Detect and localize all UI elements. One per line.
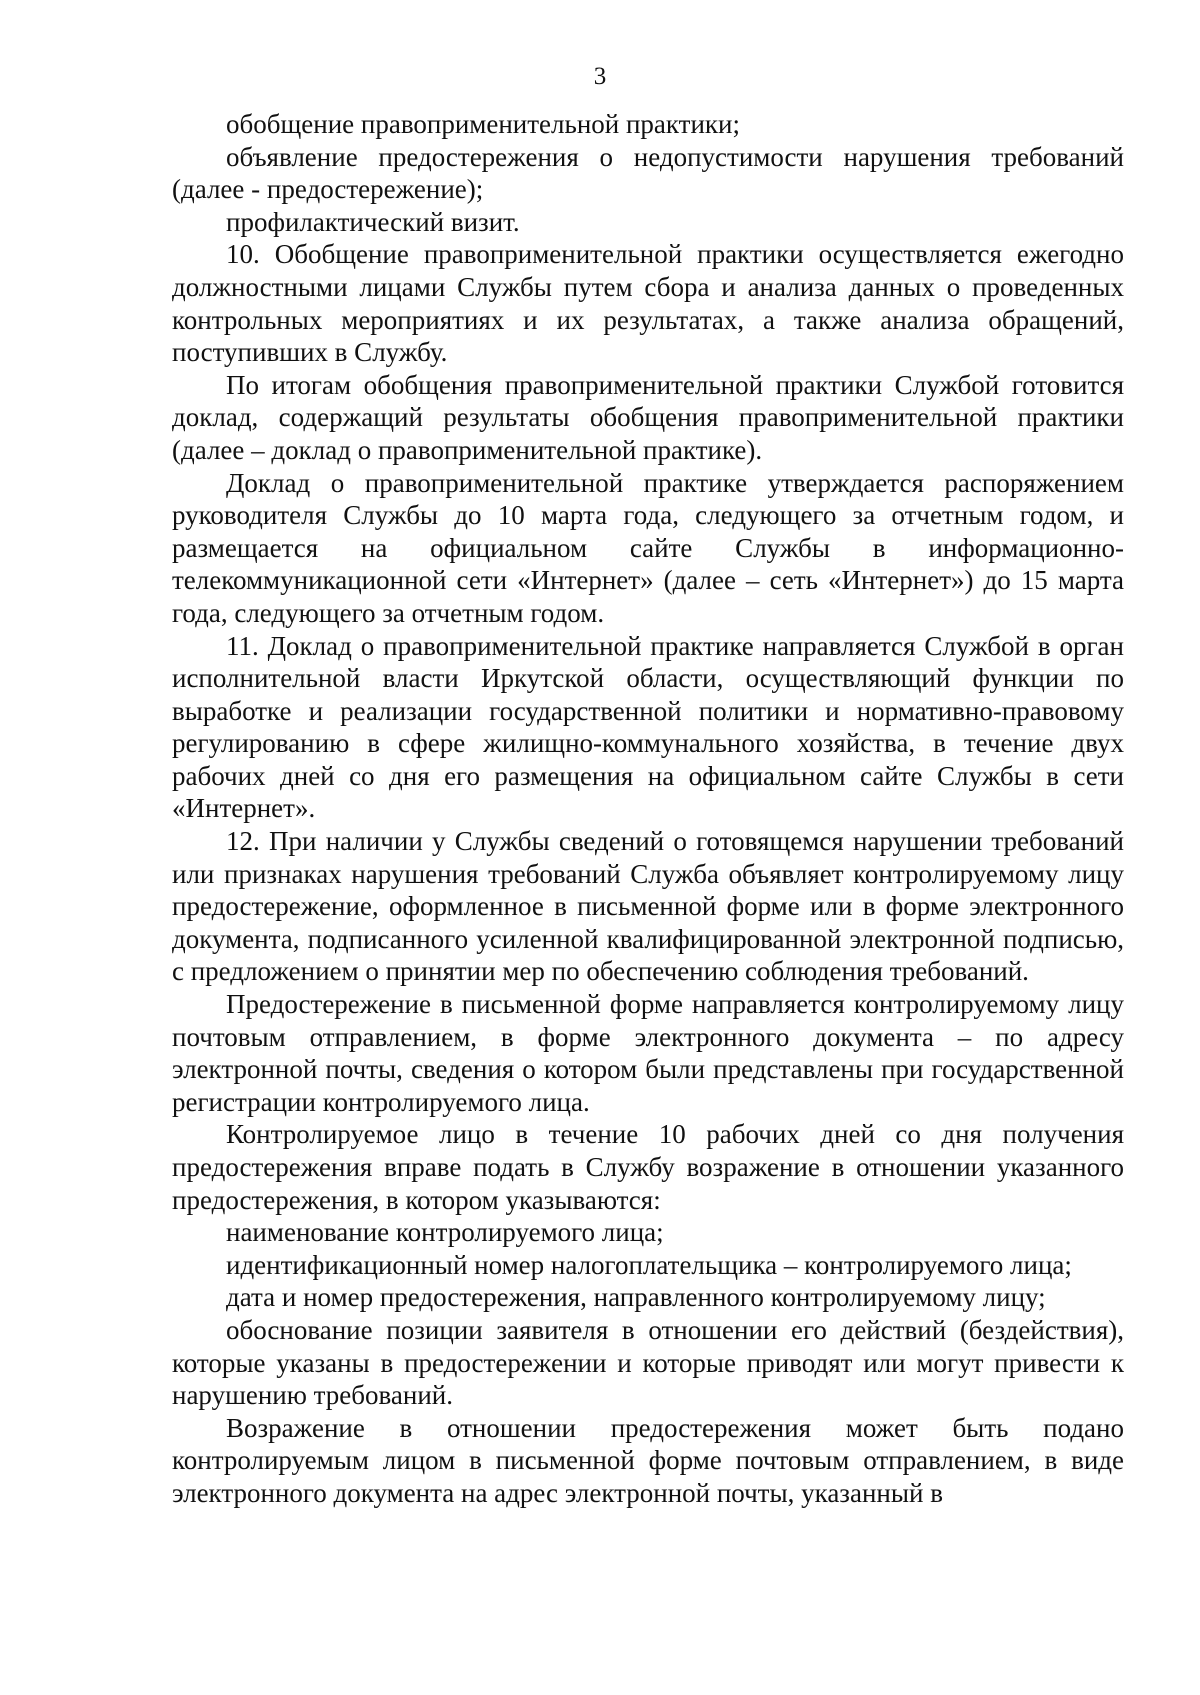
paragraph-13: дата и номер предостережения, направленного контролируемому лицу; [226, 1282, 1046, 1313]
paragraph-4: 10. Обобщение правоприменительной практики осуществляется ежегодно должностными лицами Службы путем сбора и анализа данных о проведенных контрольных мероприятиях и их результатах, а также анализа обращений, поступивших в Службу. [172, 239, 1124, 368]
paragraph-10: Контролируемое лицо в течение 10 рабочих дней со дня получения предостережения вправе подать в Службу возражение в отношении указанного предостережения, в котором указываются: [172, 1119, 1124, 1215]
paragraph-6: Доклад о правоприменительной практике утверждается распоряжением руководителя Службы до 10 марта года, следующего за отчетным годом, и размещается на официальном сайте Службы в информационно-телекоммуникационной сети «Интернет» (далее – сеть «Интернет») до 15 марта года, следующего за отчетным годом. [172, 467, 1124, 628]
page-number: 3 [593, 63, 607, 90]
paragraph-8: 12. При наличии у Службы сведений о готовящемся нарушении требований или признаках нарушения требований Служба объявляет контролируемому лицу предостережение, оформленное в письменной форме или в форме электронного документа, подписанного усиленной квалифицированной электронной подписью, с предложением о принятии мер по обеспечению соблюдения требований. [172, 826, 1124, 987]
paragraph-14: обоснование позиции заявителя в отношении его действий (бездействия), которые указаны в предостережении и которые приводят или могут привести к нарушению требований. [172, 1314, 1124, 1411]
paragraph-9: Предостережение в письменной форме направляется контролируемому лицу почтовым отправлением, в форме электронного документа – по адресу электронной почты, сведения о котором были представлены при государственной регистрации контролируемого лица. [172, 989, 1124, 1117]
paragraph-7: 11. Доклад о правоприменительной практике направляется Службой в орган исполнительной власти Иркутской области, осуществляющий функции по выработке и реализации государственной политики и нормативно-правовому регулированию в сфере жилищно-коммунального хозяйства, в течение двух рабочих дней со дня его размещения на официальном сайте Службы в сети «Интернет». [172, 630, 1124, 824]
paragraph-3: профилактический визит. [226, 206, 520, 237]
paragraph-15: Возражение в отношении предостережения может быть подано контролируемым лицом в письменной форме почтовым отправлением, в виде электронного документа на адрес электронной почты, указанный в [172, 1412, 1124, 1508]
paragraph-2: объявление предостережения о недопустимости нарушения требований (далее - предостережение); [172, 141, 1124, 205]
paragraph-12: идентификационный номер налогоплательщика – контролируемого лица; [226, 1249, 1072, 1280]
document-body [172, 108, 1124, 1510]
paragraph-11: наименование контролируемого лица; [226, 1217, 664, 1248]
paragraph-5: По итогам обобщения правоприменительной практики Службой готовится доклад, содержащий результаты обобщения правоприменительной практики (далее – доклад о правоприменительной практике). [172, 369, 1124, 465]
paragraph-1: обобщение правоприменительной практики; [226, 109, 740, 139]
